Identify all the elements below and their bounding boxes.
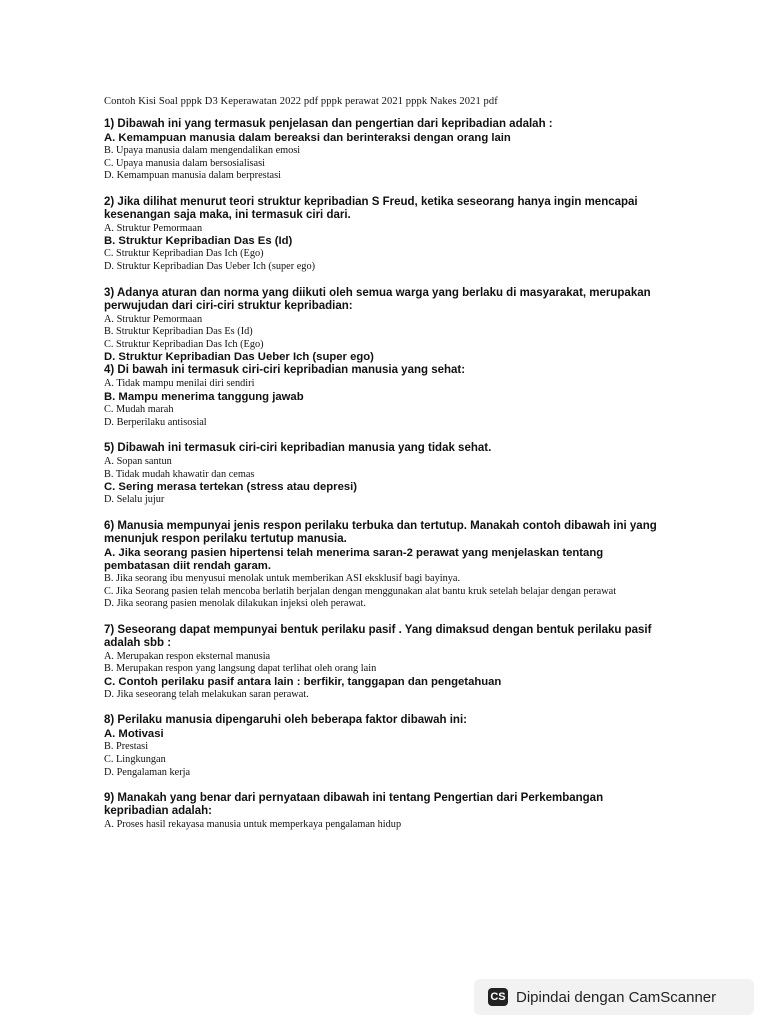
question-text: 7) Seseorang dapat mempunyai bentuk perilaku pasif . Yang dimaksud dengan bentuk perilaku pasif adalah sbb : <box>104 623 652 649</box>
option-b: B. Struktur Kepribadian Das Es (Id) <box>104 235 293 248</box>
question-3 <box>104 287 664 365</box>
question-text: 4) Di bawah ini termasuk ciri-ciri kepribadian manusia yang sehat: <box>104 364 466 377</box>
option-b: B. Tidak mudah khawatir dan cemas <box>104 468 255 480</box>
question-9 <box>104 792 664 832</box>
question-text: 3) Adanya aturan dan norma yang diikuti oleh semua warga yang berlaku di masyarakat, merupakan perwujudan dari ciri-ciri struktur kepribadian: <box>104 286 651 312</box>
question-text: 9) Manakah yang benar dari pernyataan dibawah ini tentang Pengertian dari Perkembangan kepribadian adalah: <box>104 792 604 818</box>
question-text: 2) Jika dilihat menurut teori struktur kepribadian S Freud, ketika seseorang hanya ingin mencapai kesenangan saja maka, ini termasuk ciri dari. <box>104 195 638 221</box>
option-c: C. Jika Seorang pasien telah mencoba berlatih berjalan dengan menggunakan alat bantu kruk setelah belajar dengan perawat <box>104 585 617 597</box>
option-d: D. Jika seseorang telah melakukan saran perawat. <box>104 688 309 700</box>
option-a: A. Proses hasil rekayasa manusia untuk memperkaya pengalaman hidup <box>104 819 402 831</box>
option-a: A. Tidak mampu menilai diri sendiri <box>104 378 255 390</box>
option-c: C. Mudah marah <box>104 403 174 415</box>
question-4 <box>104 364 664 429</box>
camscanner-icon: CS <box>488 988 508 1006</box>
question-1 <box>104 118 664 183</box>
question-7 <box>104 624 664 702</box>
document-page <box>104 96 664 845</box>
question-text: 8) Perilaku manusia dipengaruhi oleh beberapa faktor dibawah ini: <box>104 714 467 727</box>
option-d: D. Struktur Kepribadian Das Ueber Ich (super ego) <box>104 351 374 364</box>
option-c: C. Contoh perilaku pasif antara lain : berfikir, tanggapan dan pengetahuan <box>104 675 502 688</box>
question-6 <box>104 520 664 611</box>
option-a: A. Sopan santun <box>104 456 172 468</box>
document-title: Contoh Kisi Soal pppk D3 Keperawatan 2022 pdf pppk perawat 2021 pppk Nakes 2021 pdf <box>104 96 498 107</box>
option-b: B. Merupakan respon yang langsung dapat terlihat oleh orang lain <box>104 663 377 675</box>
option-b: B. Mampu menerima tanggung jawab <box>104 390 304 403</box>
option-d: D. Jika seorang pasien menolak dilakukan injeksi oleh perawat. <box>104 598 366 610</box>
option-d: D. Selalu jujur <box>104 494 165 506</box>
question-8 <box>104 714 664 779</box>
question-text: 6) Manusia mempunyai jenis respon perilaku terbuka dan tertutup. Manakah contoh dibawah ini yang menunjuk respon perilaku tertutup manusia. <box>104 519 657 545</box>
option-a: A. Struktur Pemormaan <box>104 313 203 325</box>
option-c: C. Sering merasa tertekan (stress atau depresi) <box>104 481 358 494</box>
option-c: C. Struktur Kepribadian Das Ich (Ego) <box>104 248 264 260</box>
option-b: B. Jika seorang ibu menyusui menolak untuk memberikan ASI eksklusif bagi bayinya. <box>104 572 461 584</box>
option-a: A. Jika seorang pasien hipertensi telah menerima saran-2 perawat yang menjelaskan tentang pembatasan diit rendah garam. <box>104 546 604 572</box>
option-c: C. Struktur Kepribadian Das Ich (Ego) <box>104 338 264 350</box>
option-d: D. Berperilaku antisosial <box>104 416 207 428</box>
camscanner-watermark <box>474 979 754 1015</box>
option-b: B. Prestasi <box>104 741 149 753</box>
option-b: B. Struktur Kepribadian Das Es (Id) <box>104 326 253 338</box>
option-a: A. Kemampuan manusia dalam bereaksi dan berinteraksi dengan orang lain <box>104 132 511 144</box>
option-c: C. Upaya manusia dalam bersosialisasi <box>104 157 265 169</box>
option-a: A. Motivasi <box>104 728 164 741</box>
option-d: D. Struktur Kepribadian Das Ueber Ich (super ego) <box>104 260 316 272</box>
option-d: D. Kemampuan manusia dalam berprestasi <box>104 170 281 182</box>
camscanner-label: Dipindai dengan CamScanner <box>516 988 717 1006</box>
question-2 <box>104 196 664 274</box>
option-b: B. Upaya manusia dalam mengendalikan emosi <box>104 145 301 156</box>
option-d: D. Pengalaman kerja <box>104 766 191 778</box>
option-a: A. Struktur Pemormaan <box>104 222 203 234</box>
option-a: A. Merupakan respon eksternal manusia <box>104 650 271 662</box>
question-text: 1) Dibawah ini yang termasuk penjelasan dan pengertian dari kepribadian adalah : <box>104 118 553 130</box>
question-text: 5) Dibawah ini termasuk ciri-ciri kepribadian manusia yang tidak sehat. <box>104 442 492 455</box>
question-5 <box>104 442 664 507</box>
option-c: C. Lingkungan <box>104 754 166 766</box>
